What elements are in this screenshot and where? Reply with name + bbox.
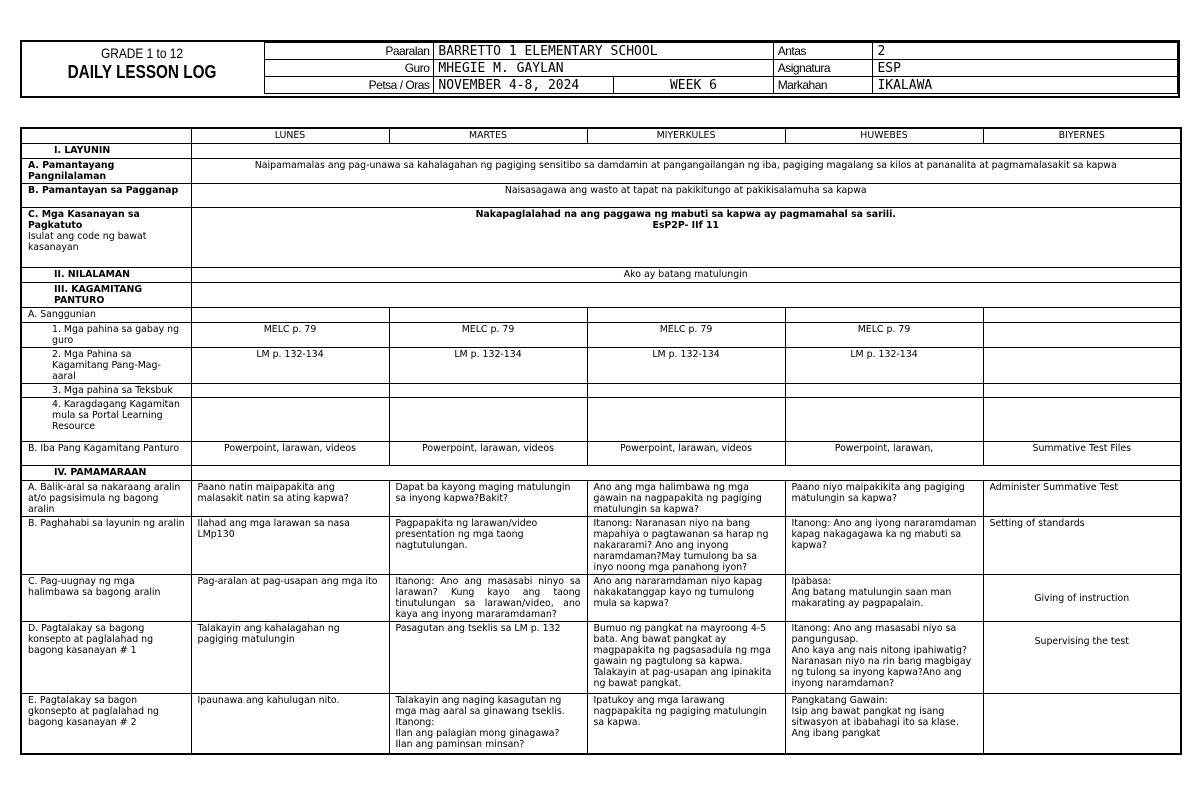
competency-label: C. Mga Kasanayan sa Pagkatuto <box>28 209 140 231</box>
procD-miyerkules: Bumuo ng pangkat na mayroong 4-5 bata. Ang bawat pangkat ay magpapakita ng pagsasadula ng mga gawain ng pagtulong sa kapwa. Talakayin at pag-usapan ang ipinakita ng bawat pangkat. <box>587 622 785 694</box>
school-label: Paaralan <box>265 43 434 60</box>
ref2-huwebes: LM p. 132-134 <box>785 348 983 384</box>
learning-competency <box>191 208 1181 268</box>
ref2-lunes: LM p. 132-134 <box>191 348 389 384</box>
row-label-teksbuk: 3. Mga pahina sa Teksbuk <box>21 384 191 398</box>
procC-lunes: Pag-aralan at pag-usapan ang mga ito <box>191 575 389 622</box>
ref1-biyernes <box>983 323 1181 348</box>
section-pamamaraan: IV. PAMAMARAAN <box>21 466 191 481</box>
grade-range: GRADE 1 to 12 <box>100 45 184 61</box>
ref1-huwebes: MELC p. 79 <box>785 323 983 348</box>
document-title: DAILY LESSON LOG <box>67 62 217 82</box>
procB-miyerkules: Itanong: Naranasan niyo na bang mapahiya o pagtawanan sa harap ng nakararami? Ano ang inyong naramdaman?May tumulong ba sa inyo noong mga panahong iyon? <box>587 517 785 575</box>
procA-huwebes: Paano niyo maipakikita ang pagiging matulungin sa kapwa? <box>785 481 983 517</box>
header-info-table <box>264 42 1178 94</box>
subject-value: ESP <box>873 60 1178 77</box>
day-header-miyerkules: MIYERKULES <box>587 128 785 144</box>
week-value: WEEK 6 <box>614 77 773 94</box>
competency-code: EsP2P- IIf 11 <box>652 220 720 231</box>
procA-lunes: Paano natin maipapakita ang malasakit natin sa ating kapwa? <box>191 481 389 517</box>
row-label-pamantayan-sa-pagganap: B. Pamantayan sa Pagganap <box>21 184 191 208</box>
section-layunin: I. LAYUNIN <box>21 144 191 159</box>
procB-martes: Pagpapakita ng larawan/video presentation ng mga taong nagtutulungan. <box>389 517 587 575</box>
procE-martes: Talakayin ang naging kasagutan ng mga mag aaral sa ginawang tseklis. Itanong: Ilan ang palagian mong ginagawa? Ilan ang paminsan minsan? <box>389 694 587 754</box>
procC-martes: Itanong: Ano ang masasabi ninyo sa larawan? Kung kayo ang taong tinutulungan sa larawan/video, ano kaya ang inyong mararamdaman? <box>389 575 587 622</box>
row-label-mga-kasanayan <box>21 208 191 268</box>
row-label-karagdagang-kagamitan: 4. Karagdagang Kagamitan mula sa Portal Learning Resource <box>21 398 191 442</box>
procD-huwebes: Itanong: Ano ang masasabi niyo sa pangungusap. Ano kaya ang nais nitong ipahiwatig? Naranasan niyo na rin bang magbigay ng tulong sa inyong kapwa?Ano ang inyong naramdaman? <box>785 622 983 694</box>
grade-level-label: Antas <box>773 43 873 60</box>
procA-miyerkules: Ano ang mga halimbawa ng mga gawain na nagpapakita ng pagiging matulungin sa kapwa? <box>587 481 785 517</box>
ibang-martes: Powerpoint, larawan, videos <box>389 442 587 466</box>
ibang-lunes: Powerpoint, larawan, videos <box>191 442 389 466</box>
row-label-gabay-ng-guro: 1. Mga pahina sa gabay ng guro <box>21 323 191 348</box>
ref1-martes: MELC p. 79 <box>389 323 587 348</box>
competency-text: Nakapaglalahad na ang paggawa ng mabuti sa kapwa ay pagmamahal sa sarili. <box>475 209 896 220</box>
day-header-biyernes: BIYERNES <box>983 128 1181 144</box>
teacher-label: Guro <box>265 60 434 77</box>
row-label-paghahabi: B. Paghahabi sa layunin ng aralin <box>21 517 191 575</box>
date-value: NOVEMBER 4-8, 2024 <box>434 77 614 94</box>
teacher-value: MHEGIE M. GAYLAN <box>434 60 773 77</box>
row-label-iba-pang-kagamitan: B. Iba Pang Kagamitang Panturo <box>21 442 191 466</box>
date-label: Petsa / Oras <box>265 77 434 94</box>
lesson-plan-table <box>20 127 1182 755</box>
row-label-pagtalakay-1: D. Pagtalakay sa bagong konsepto at paglalahad ng bagong kasanayan # 1 <box>21 622 191 694</box>
ref2-martes: LM p. 132-134 <box>389 348 587 384</box>
section-kagamitang-panturo: III. KAGAMITANG PANTURO <box>21 283 191 308</box>
procB-biyernes: Setting of standards <box>983 517 1181 575</box>
day-header-lunes: LUNES <box>191 128 389 144</box>
lesson-log-header <box>20 40 1180 98</box>
ref2-miyerkules: LM p. 132-134 <box>587 348 785 384</box>
performance-standard: Naisasagawa ang wasto at tapat na pakikitungo at pakikisalamuha sa kapwa <box>191 184 1181 208</box>
procB-lunes: Ilahad ang mga larawan sa nasa LMp130 <box>191 517 389 575</box>
row-label-balik-aral: A. Balik-aral sa nakaraang aralin at/o pagsisimula ng bagong aralin <box>21 481 191 517</box>
content-standard: Naipamamalas ang pag-unawa sa kahalagahan ng pagiging sensitibo sa damdamin at pangangailangan ng iba, pagiging magalang sa kilos at pananalita at pagmamalasakit sa kapwa <box>191 159 1181 184</box>
ibang-huwebes: Powerpoint, larawan, <box>785 442 983 466</box>
procE-miyerkules: Ipatukoy ang mga larawang nagpapakita ng pagiging matulungin sa kapwa. <box>587 694 785 754</box>
row-label-kagamitang-pang-mag-aaral: 2. Mga Pahina sa Kagamitang Pang-Mag-aaral <box>21 348 191 384</box>
procD-biyernes: Supervising the test <box>983 622 1181 694</box>
procC-biyernes: Giving of instruction <box>983 575 1181 622</box>
procB-huwebes: Itanong: Ano ang iyong nararamdaman kapag nakagagawa ka ng mabuti sa kapwa? <box>785 517 983 575</box>
subject-label: Asignatura <box>773 60 873 77</box>
content-topic: Ako ay batang matulungin <box>191 268 1181 283</box>
procD-martes: Pasagutan ang tseklis sa LM p. 132 <box>389 622 587 694</box>
procD-lunes: Talakayin ang kahalagahan ng pagiging matulungin <box>191 622 389 694</box>
ibang-miyerkules: Powerpoint, larawan, videos <box>587 442 785 466</box>
day-header-huwebes: HUWEBES <box>785 128 983 144</box>
row-label-sanggunian: A. Sanggunian <box>21 308 191 323</box>
row-label-pamantayang-pangnilalaman: A. Pamantayang Pangnilalaman <box>21 159 191 184</box>
procE-biyernes <box>983 694 1181 754</box>
section-nilalaman: II. NILALAMAN <box>21 268 191 283</box>
procA-martes: Dapat ba kayong maging matulungin sa inyong kapwa?Bakit? <box>389 481 587 517</box>
day-header-martes: MARTES <box>389 128 587 144</box>
procC-huwebes: Ipabasa: Ang batang matulungin saan man makarating ay pagpapalain. <box>785 575 983 622</box>
ref1-miyerkules: MELC p. 79 <box>587 323 785 348</box>
procC-miyerkules: Ano ang nararamdaman niyo kapag nakakatanggap kayo ng tumulong mula sa kapwa? <box>587 575 785 622</box>
procE-lunes: Ipaunawa ang kahulugan nito. <box>191 694 389 754</box>
title-block <box>22 42 262 96</box>
ref1-lunes: MELC p. 79 <box>191 323 389 348</box>
ref2-biyernes <box>983 348 1181 384</box>
row-label-pagtalakay-2: E. Pagtalakay sa bagon gkonsepto at paglalahad ng bagong kasanayan # 2 <box>21 694 191 754</box>
procE-huwebes: Pangkatang Gawain: Isip ang bawat pangkat ng isang sitwasyon at ibabahagi ito sa klase. Ang ibang pangkat <box>785 694 983 754</box>
quarter-value: IKALAWA <box>873 77 1178 94</box>
quarter-label: Markahan <box>773 77 873 94</box>
grade-level-value: 2 <box>873 43 1178 60</box>
corner-cell <box>21 128 191 144</box>
procA-biyernes: Administer Summative Test <box>983 481 1181 517</box>
row-label-pag-uugnay: C. Pag-uugnay ng mga halimbawa sa bagong aralin <box>21 575 191 622</box>
ibang-biyernes: Summative Test Files <box>983 442 1181 466</box>
competency-note: Isulat ang code ng bawat kasanayan <box>28 231 147 253</box>
school-value: BARRETTO 1 ELEMENTARY SCHOOL <box>434 43 773 60</box>
